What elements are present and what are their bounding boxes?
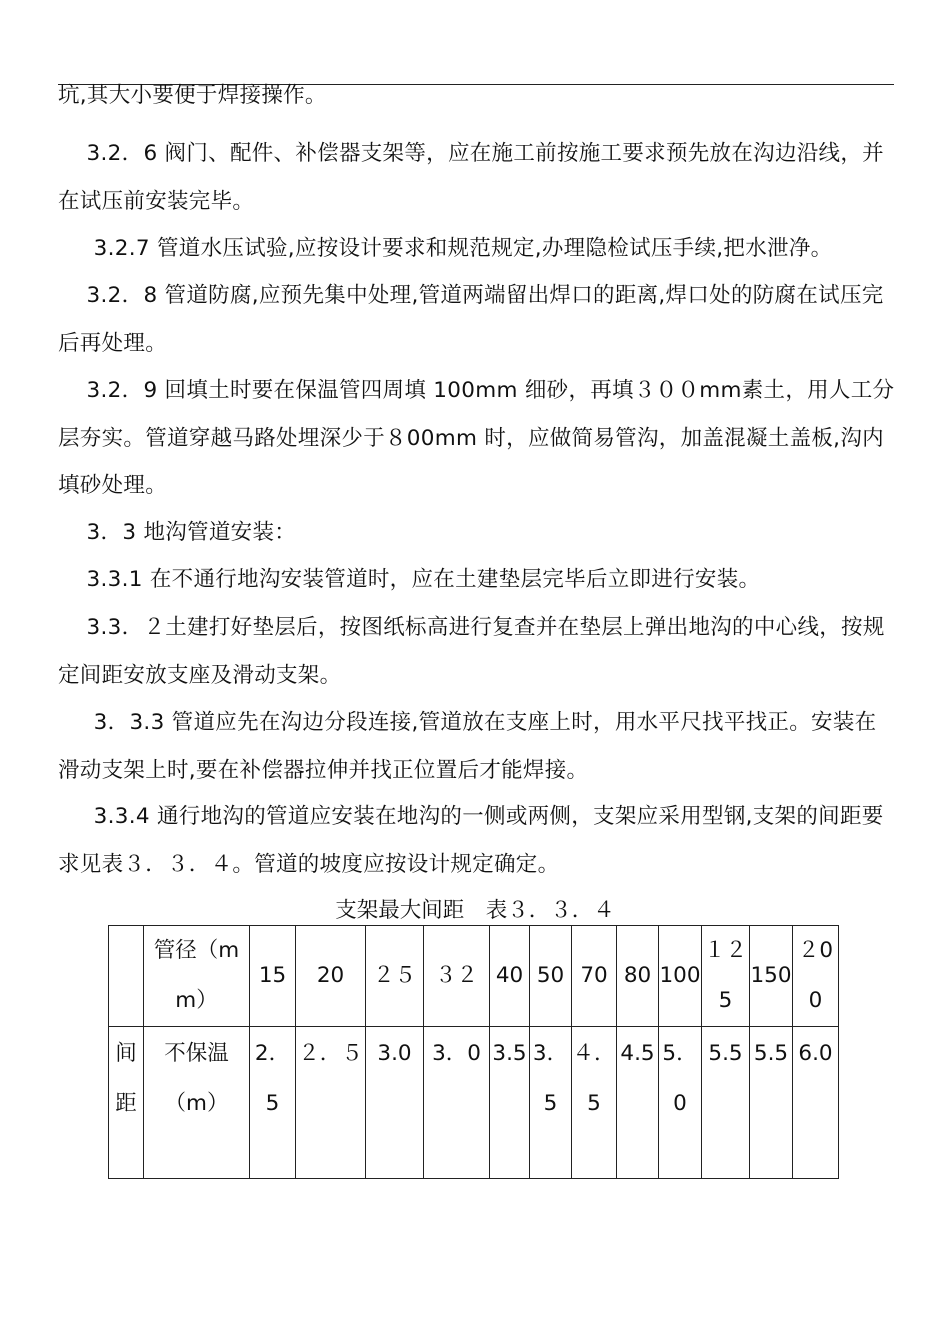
section-heading-3-3: 3．3 地沟管道安装： (58, 520, 297, 545)
diameter-cell: ３２ (424, 926, 490, 1027)
table-caption: 支架最大间距 表３．３．４ (335, 898, 615, 923)
spacing-cell: 3.5 (490, 1027, 530, 1179)
diameter-cell: ２５ (366, 926, 424, 1027)
spacing-cell: 4.5 (617, 1027, 659, 1179)
spacing-cell: 5.5 (750, 1027, 793, 1179)
spacing-cell: 5.5 (702, 1027, 750, 1179)
paragraph-3-2-8: 3.2．8 管道防腐,应预先集中处理,管道两端留出焊口的距离,焊口处的防腐在试压完后再处理。 (58, 283, 884, 356)
spacing-cell: ４．5 (572, 1027, 617, 1179)
table-corner-cell (109, 926, 144, 1027)
paragraph-3-2-6: 3.2．6 阀门、配件、补偿器支架等，应在施工前按施工要求预先放在沟边沿线，并在试压前安装完毕。 (58, 141, 884, 214)
pipe-diameter-header: 管径（mm） (144, 926, 250, 1027)
paragraph-3-3-3: 3．3.3 管道应先在沟边分段连接,管道放在支座上时，用水平尺找平找正。安装在滑动支架上时,要在补偿器拉伸并找正位置后才能焊接。 (58, 710, 877, 783)
spacing-cell: 6.0 (793, 1027, 839, 1179)
diameter-cell: ２00 (793, 926, 839, 1027)
diameter-cell: 20 (296, 926, 366, 1027)
diameter-cell: 80 (617, 926, 659, 1027)
diameter-cell: 70 (572, 926, 617, 1027)
spacing-cell: ２．５ (296, 1027, 366, 1179)
uninsulated-label: 不保温（m） (144, 1027, 250, 1179)
paragraph-3-3-2: 3.3．２土建打好垫层后，按图纸标高进行复查并在垫层上弹出地沟的中心线，按规定间距安放支座及滑动支架。 (58, 615, 885, 688)
spacing-cell: 3．0 (424, 1027, 490, 1179)
diameter-cell: １２5 (702, 926, 750, 1027)
diameter-cell: 100 (659, 926, 702, 1027)
diameter-cell: 15 (250, 926, 296, 1027)
paragraph-continuation: 坑,其大小要便于焊接操作。 (58, 83, 327, 108)
paragraph-3-2-7: 3.2.7 管道水压试验,应按设计要求和规范规定,办理隐检试压手续,把水泄净。 (58, 236, 833, 261)
spacing-group-label: 间距 (109, 1027, 144, 1179)
diameter-cell: 50 (530, 926, 572, 1027)
spacing-cell: 3．5 (530, 1027, 572, 1179)
spacing-cell: 2．5 (250, 1027, 296, 1179)
support-spacing-table (108, 925, 839, 1179)
diameter-cell: 40 (490, 926, 530, 1027)
paragraph-3-2-9: 3.2．9 回填土时要在保温管四周填 100mm 细砂，再填３００mm素土，用人工分层夯实。管道穿越马路处埋深少于８00mm 时，应做简易管沟，加盖混凝土盖板,沟内填砂处理。 (58, 378, 895, 498)
spacing-cell: 3.0 (366, 1027, 424, 1179)
table-spacing-row (109, 1027, 839, 1179)
spacing-cell: 5．0 (659, 1027, 702, 1179)
table-header-row (109, 926, 839, 1027)
paragraph-3-3-4: 3.3.4 通行地沟的管道应安装在地沟的一侧或两侧，支架应采用型钢,支架的间距要求见表３．３．４。管道的坡度应按设计规定确定。 (58, 804, 884, 877)
diameter-cell: 150 (750, 926, 793, 1027)
paragraph-3-3-1: 3.3.1 在不通行地沟安装管道时，应在土建垫层完毕后立即进行安装。 (58, 567, 761, 592)
